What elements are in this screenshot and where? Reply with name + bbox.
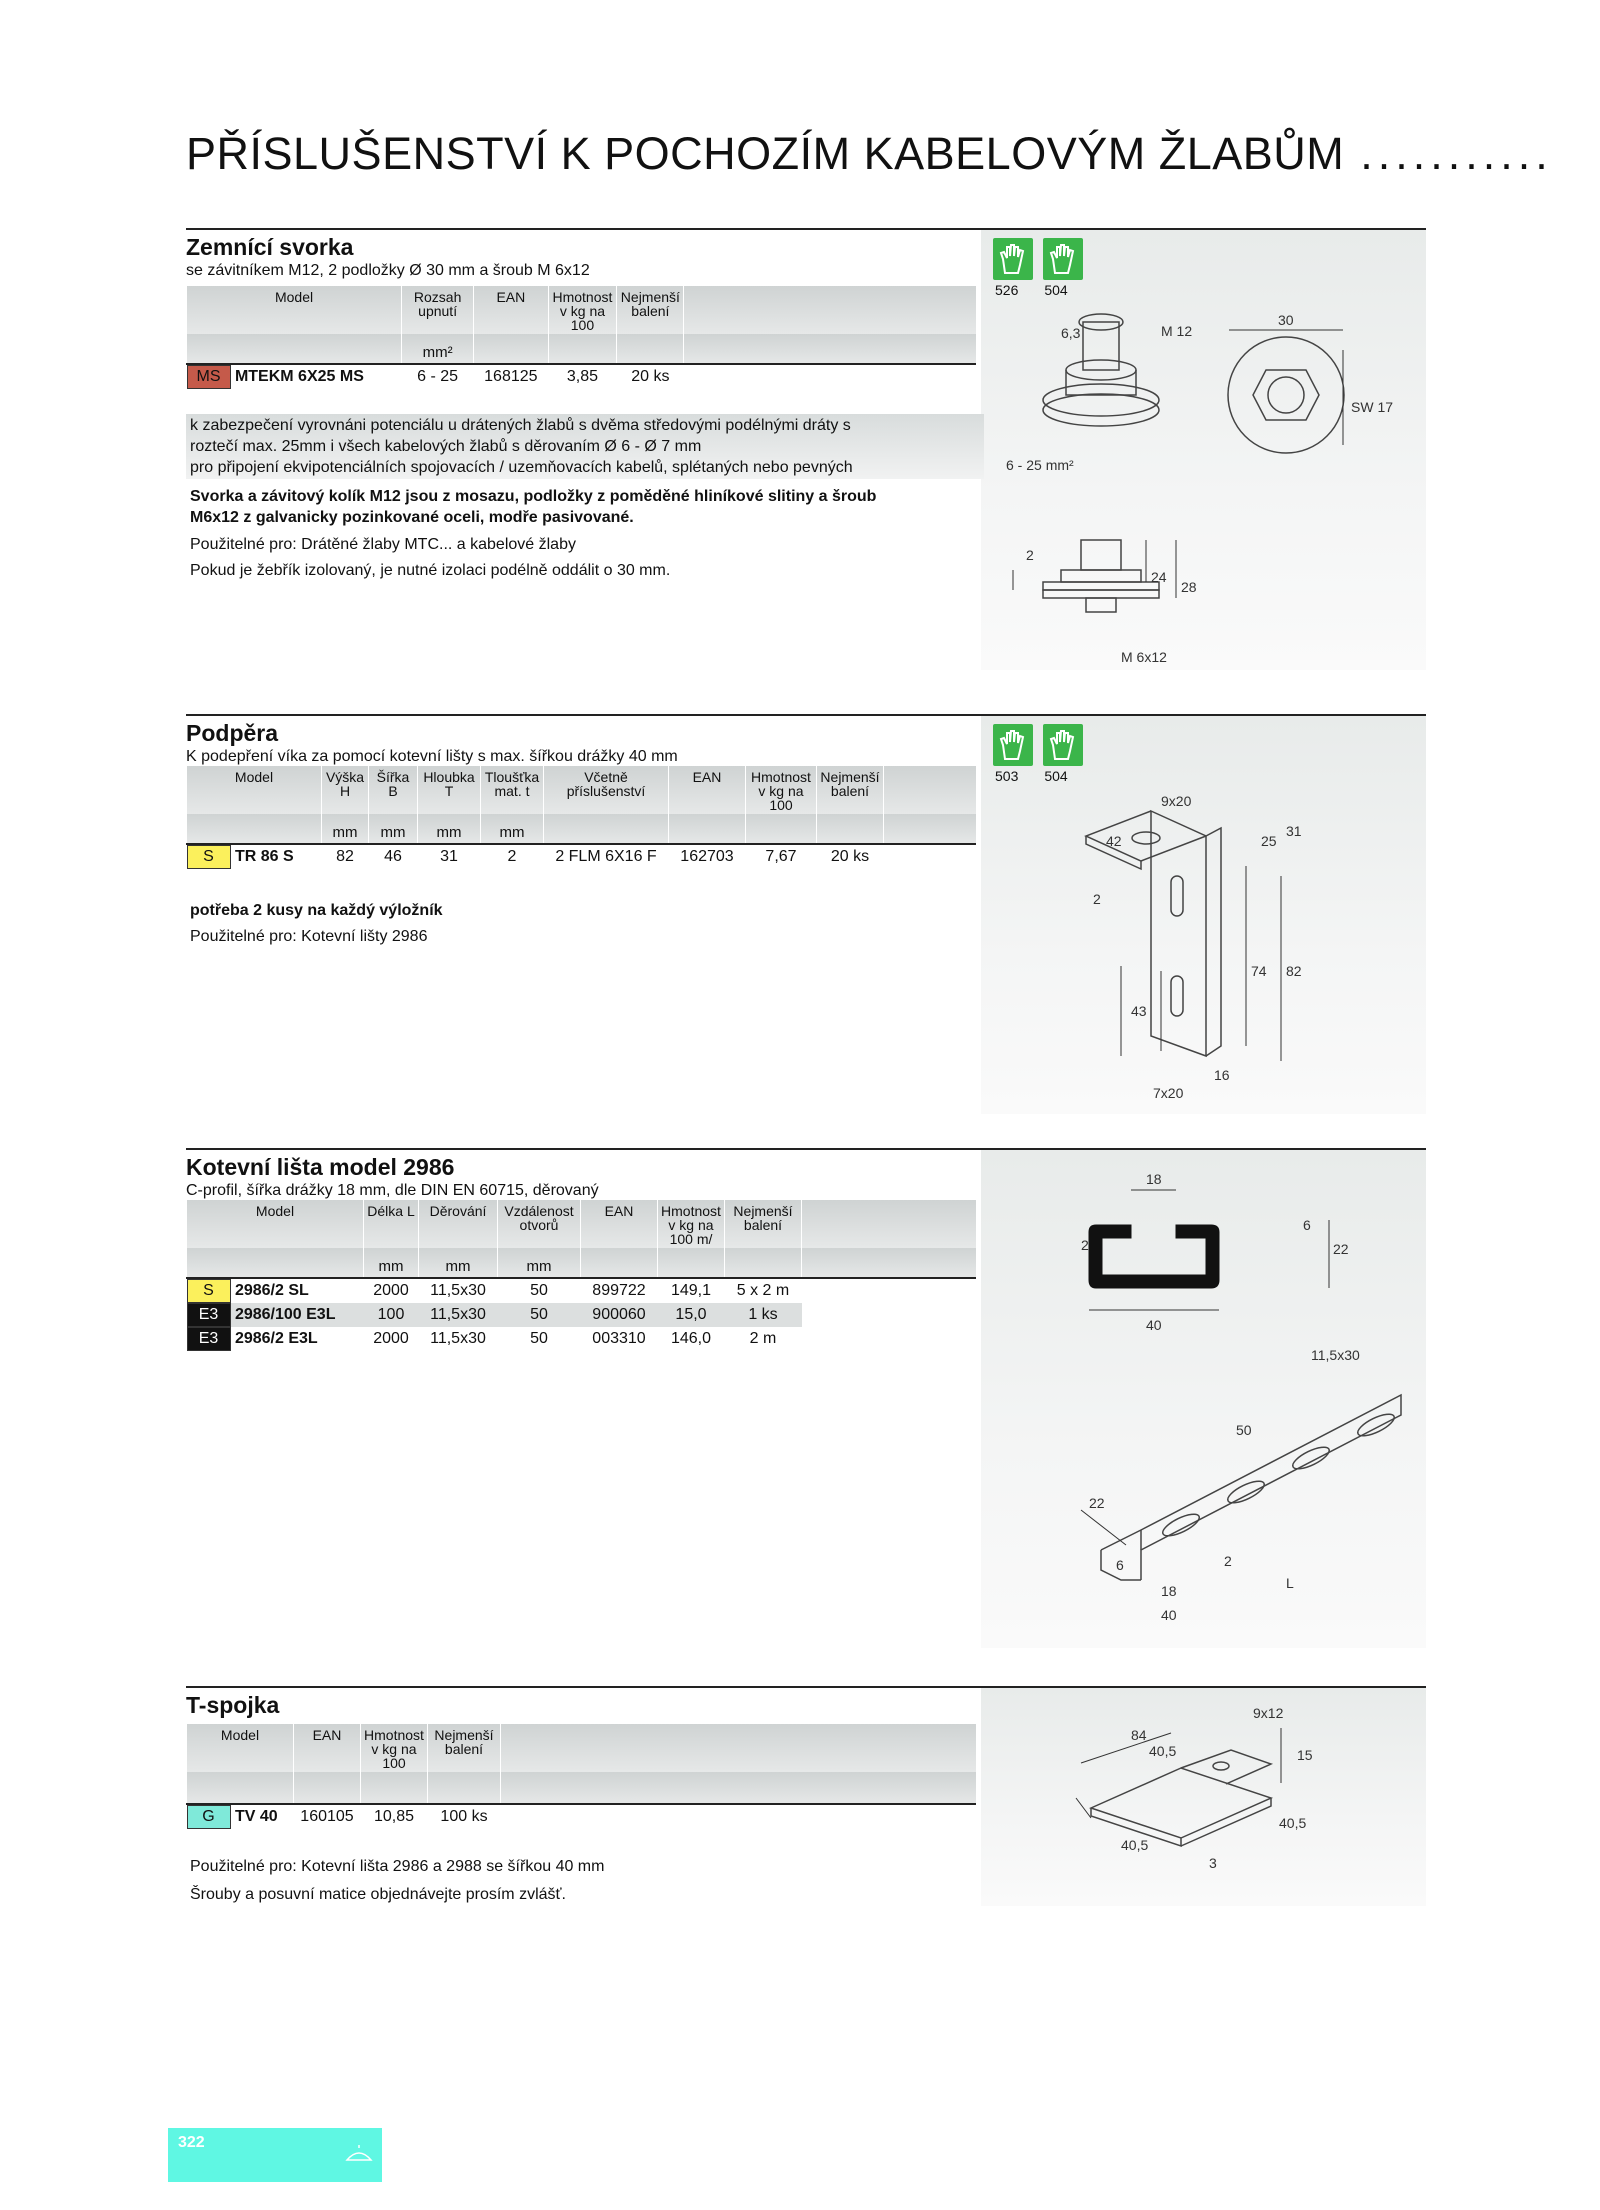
column-header: Model — [187, 286, 402, 334]
table-cell: 2000 — [373, 1330, 409, 1347]
material-line: M6x12 z galvanicky pozinkované oceli, modře pasivované. — [190, 509, 634, 526]
table-cell: 2 m — [749, 1330, 777, 1347]
column-header: Nejmenší balení — [817, 766, 884, 814]
code-badge: E3 — [187, 1327, 231, 1351]
table-cell: 15,0 — [675, 1306, 707, 1323]
description-line: pro připojení ekvipotenciálních spojovacích / uzemňovacích kabelů, splétaných nebo pevných — [190, 459, 853, 476]
table-cell: 100 — [377, 1306, 405, 1323]
section-t-spojka — [186, 1686, 1426, 1906]
table-cell: 50 — [530, 1306, 548, 1323]
table-cell: 146,0 — [670, 1330, 712, 1347]
column-header: EAN — [474, 286, 548, 334]
table-cell: 6 - 25 — [417, 368, 459, 385]
column-header: Model — [187, 1724, 294, 1772]
dim-label: 3 — [1209, 1855, 1217, 1871]
dim-label: 2 — [1224, 1553, 1232, 1569]
dim-label: 2 — [1093, 891, 1101, 907]
icon-number: 503 — [995, 768, 1019, 784]
dim-label: 9x12 — [1253, 1705, 1284, 1721]
icon-number: 526 — [995, 282, 1019, 298]
section-subtitle: K podepření víka za pomocí kotevní lišty s max. šířkou drážky 40 mm — [186, 748, 678, 765]
table-cell: 31 — [440, 848, 458, 865]
table-cell: 10,85 — [373, 1808, 415, 1825]
units-row — [187, 1772, 977, 1804]
section-title: Kotevní lišta model 2986 — [186, 1154, 455, 1180]
table-cell: 11,5x30 — [430, 1330, 486, 1347]
table-cell: 5 x 2 m — [736, 1282, 790, 1299]
dim-label: 15 — [1297, 1747, 1313, 1763]
model-cell: TR 86 S — [234, 848, 294, 865]
dim-label: 84 — [1131, 1727, 1147, 1743]
icon-number: 504 — [1044, 282, 1068, 298]
usage-note: Použitelné pro: Drátěné žlaby MTC... a kabelové žlaby — [190, 536, 576, 553]
t-connector-drawing — [981, 1688, 1426, 1906]
units-row — [187, 814, 977, 844]
spec-table — [186, 1200, 976, 1351]
table-cell: 11,5x30 — [430, 1306, 486, 1323]
page-number: 322 — [178, 2134, 205, 2151]
usage-note: Šrouby a posuvní matice objednávejte prosím zvlášť. — [190, 1886, 566, 1903]
section-title: T-spojka — [186, 1692, 280, 1718]
dim-label: 18 — [1161, 1583, 1177, 1599]
dim-label: 2 — [1081, 1237, 1089, 1253]
spec-table — [186, 1724, 976, 1829]
dim-label: 40,5 — [1149, 1743, 1177, 1759]
dim-label: 40,5 — [1279, 1815, 1307, 1831]
code-badge: S — [187, 1279, 231, 1303]
page-title-text: PŘÍSLUŠENSTVÍ K POCHOZÍM KABELOVÝM ŽLABŮM — [186, 128, 1345, 179]
material-note — [190, 486, 876, 528]
dim-label: 22 — [1333, 1241, 1349, 1257]
drawing-panel — [981, 230, 1426, 670]
dim-label: 6 — [1303, 1217, 1311, 1233]
dim-label: M 12 — [1161, 323, 1193, 339]
column-header: Výška H — [322, 766, 369, 814]
table-row — [187, 1804, 977, 1829]
table-cell: 20 ks — [631, 368, 670, 385]
section-subtitle: se závitníkem M12, 2 podložky Ø 30 mm a šroub M 6x12 — [186, 262, 590, 279]
unit-label: mm — [498, 1248, 581, 1278]
code-badge: E3 — [187, 1303, 231, 1327]
table-cell: 2 — [507, 848, 517, 865]
table-cell: 2000 — [373, 1282, 409, 1299]
unit-label: mm — [419, 1248, 498, 1278]
table-cell: 20 ks — [830, 848, 870, 865]
column-header: Nejmenší balení — [428, 1724, 501, 1772]
table-header — [187, 286, 977, 334]
quantity-note: potřeba 2 kusy na každý výložník — [190, 902, 443, 919]
column-header: Hmotnost v kg na 100 — [548, 286, 617, 334]
drawing-panel — [981, 716, 1426, 1114]
dim-label: 40,5 — [1121, 1837, 1149, 1853]
description-line: k zabezpečení vyrovnáni potenciálu u drátených žlabů s dvěma středovými podélnými dráty s — [190, 417, 851, 434]
table-cell: 11,5x30 — [430, 1282, 486, 1299]
table-cell: 3,85 — [566, 368, 599, 385]
code-badge: G — [187, 1805, 231, 1829]
section-subtitle: C-profil, šířka drážky 18 mm, dle DIN EN 60715, děrovaný — [186, 1182, 599, 1199]
unit-label: mm² — [402, 334, 474, 364]
column-header: Děrování — [419, 1200, 498, 1248]
model-cell: MTEKM 6X25 MS — [234, 368, 364, 385]
dim-label: 6,3 — [1061, 325, 1081, 341]
dim-label: 50 — [1236, 1422, 1252, 1438]
column-header: Včetně příslušenství — [544, 766, 669, 814]
model-cell: 2986/2 SL — [234, 1282, 309, 1299]
section-podpera — [186, 714, 1426, 1114]
column-header: Šířka B — [369, 766, 418, 814]
table-cell: 1 ks — [748, 1306, 778, 1323]
dim-label: 31 — [1286, 823, 1302, 839]
usage-note: Použitelné pro: Kotevní lišty 2986 — [190, 928, 428, 945]
dim-label: 9x20 — [1161, 793, 1192, 809]
table-cell: 003310 — [592, 1330, 646, 1347]
grounding-clamp-drawing — [981, 230, 1426, 670]
table-cell: 50 — [530, 1330, 548, 1347]
units-row — [187, 1248, 977, 1278]
unit-label: mm — [364, 1248, 419, 1278]
dim-label: 2 — [1026, 547, 1034, 563]
dim-label: L — [1286, 1575, 1294, 1591]
column-header: Délka L — [364, 1200, 419, 1248]
code-badge: MS — [187, 365, 231, 389]
table-cell: 2 FLM 6X16 F — [555, 848, 657, 865]
table-cell: 46 — [384, 848, 402, 865]
drawing-panel — [981, 1150, 1426, 1648]
support-bracket-drawing — [981, 716, 1426, 1114]
dim-label: 16 — [1214, 1067, 1230, 1083]
usage-note: Pokud je žebřík izolovaný, je nutné izolaci podélně oddálit o 30 mm. — [190, 562, 671, 579]
dim-label: 11,5x30 — [1311, 1347, 1360, 1363]
model-cell: TV 40 — [234, 1808, 278, 1825]
dim-label: 25 — [1261, 833, 1277, 849]
units-row — [187, 334, 977, 364]
logo-icon — [344, 2144, 374, 2166]
column-header: Hmotnost v kg na 100 — [746, 766, 817, 814]
table-cell: 149,1 — [670, 1282, 712, 1299]
unit-label: mm — [481, 814, 544, 844]
model-cell: 2986/2 E3L — [234, 1330, 318, 1347]
unit-label: mm — [418, 814, 481, 844]
dim-label: 28 — [1181, 579, 1197, 595]
section-zemnici-svorka — [186, 228, 1426, 668]
column-header: Hmotnost v kg na 100 — [361, 1724, 428, 1772]
page-title — [186, 128, 1553, 180]
drawing-panel — [981, 1688, 1426, 1906]
table-header — [187, 766, 977, 814]
table-row — [187, 844, 977, 869]
column-header: Tloušťka mat. t — [481, 766, 544, 814]
dim-label: 22 — [1089, 1495, 1105, 1511]
table-header — [187, 1200, 977, 1248]
description-line: roztečí max. 25mm i všech kabelových žlabů s děrovaním Ø 6 - Ø 7 mm — [190, 438, 702, 455]
table-row — [187, 1327, 977, 1351]
column-header: EAN — [294, 1724, 361, 1772]
table-cell: 900060 — [592, 1306, 646, 1323]
section-title: Podpěra — [186, 720, 279, 746]
table-cell: 100 ks — [440, 1808, 488, 1825]
code-badge: S — [187, 845, 231, 869]
table-header — [187, 1724, 977, 1772]
dim-label: 30 — [1278, 312, 1294, 328]
dim-label: 6 - 25 mm² — [1006, 457, 1074, 473]
column-header: EAN — [669, 766, 746, 814]
dim-label: 82 — [1286, 963, 1302, 979]
dim-label: 40 — [1146, 1317, 1162, 1333]
table-row — [187, 1303, 977, 1327]
table-cell: 160105 — [300, 1808, 354, 1825]
column-header: Model — [187, 766, 322, 814]
dim-label: 74 — [1251, 963, 1267, 979]
dim-label: 42 — [1106, 833, 1122, 849]
table-cell: 50 — [530, 1282, 548, 1299]
section-title: Zemnící svorka — [186, 234, 354, 260]
column-header: Hmotnost v kg na 100 m/ — [658, 1200, 725, 1248]
c-profile-drawing — [981, 1150, 1426, 1648]
dim-label: 24 — [1151, 569, 1167, 585]
column-header: Nejmenší balení — [617, 286, 684, 334]
column-header: Model — [187, 1200, 364, 1248]
unit-label: mm — [322, 814, 369, 844]
column-header: EAN — [581, 1200, 658, 1248]
dim-label: 6 — [1116, 1557, 1124, 1573]
section-kotevni-lista — [186, 1148, 1426, 1648]
model-cell: 2986/100 E3L — [234, 1306, 336, 1323]
dim-label: 43 — [1131, 1003, 1147, 1019]
column-header: Vzdálenost otvorů — [498, 1200, 581, 1248]
table-cell: 7,67 — [765, 848, 797, 865]
dim-label: 7x20 — [1153, 1085, 1184, 1101]
table-row — [187, 364, 977, 389]
table-cell: 82 — [336, 848, 354, 865]
icon-number: 504 — [1044, 768, 1068, 784]
dim-label: 18 — [1146, 1171, 1162, 1187]
page-number-tab — [168, 2128, 382, 2182]
unit-label: mm — [369, 814, 418, 844]
column-header: Hloubka T — [418, 766, 481, 814]
usage-note: Použitelné pro: Kotevní lišta 2986 a 2988 se šířkou 40 mm — [190, 1858, 605, 1875]
table-row — [187, 1278, 977, 1303]
table-cell: 168125 — [484, 368, 538, 385]
description-band — [186, 414, 984, 479]
dim-label: SW 17 — [1351, 399, 1394, 415]
spec-table — [186, 286, 976, 389]
dim-label: M 6x12 — [1121, 649, 1167, 665]
title-dots: ........... — [1360, 128, 1553, 179]
table-cell: 899722 — [592, 1282, 646, 1299]
dim-label: 40 — [1161, 1607, 1177, 1623]
table-cell: 162703 — [680, 848, 734, 865]
column-header: Nejmenší balení — [725, 1200, 802, 1248]
material-line: Svorka a závitový kolík M12 jsou z mosazu, podložky z poměděné hliníkové slitiny a šroub — [190, 488, 877, 505]
spec-table — [186, 766, 976, 869]
column-header: Rozsah upnutí — [402, 286, 474, 334]
